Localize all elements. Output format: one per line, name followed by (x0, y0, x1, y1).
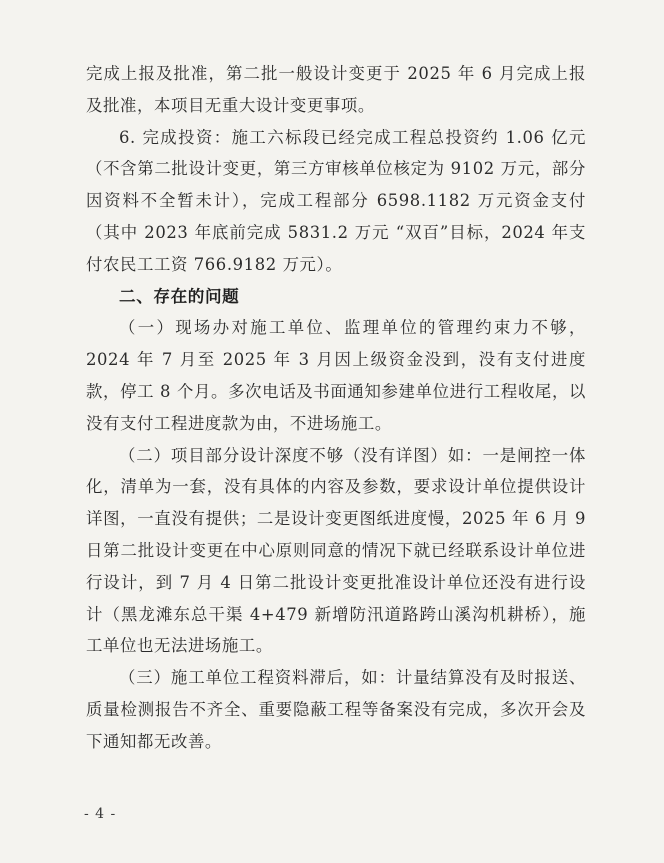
paragraph-problem-3: （三）施工单位工程资料滞后，如：计量结算没有及时报送、质量检测报告不齐全、重要隐蔽工程等备案没有完成，多次开会及下通知都无改善。 (86, 668, 586, 751)
paragraph-completed-investment: 6. 完成投资：施工六标段已经完成工程总投资约 1.06 亿元（不含第二批设计变更，第三方审核单位核定为 9102 万元，部分因资料不全暂未计），完成工程部分 6598.1182 万元资金支付（其中 2023 年底前完成 5831.2 万元 “双百”目标，2024 年支付农民工工资 766.9182 万元）。 (86, 127, 586, 274)
page-number: - 4 - (84, 806, 117, 822)
paragraph-problem-1: （一）现场办对施工单位、监理单位的管理约束力不够，2024 年 7 月至 2025 年 3 月因上级资金没到，没有支付进度款，停工 8 个月。多次电话及书面通知参建单位进行工程收尾，以没有支付工程进度款为由，不进场施工。 (86, 318, 586, 433)
paragraph-problem-2: （二）项目部分设计深度不够（没有详图）如：一是闸控一体化，清单为一套，没有具体的内容及参数，要求设计单位提供设计详图，一直没有提供；二是设计变更图纸进度慢，2025 年 6 月 9 日第二批设计变更在中心原则同意的情况下就已经联系设计单位进行设计，到 7 月 4 日第二批设计变更批准设计单位还没有进行设计（黑龙滩东总干渠 4+479 新增防汛道路跨山溪沟机耕桥），施工单位也无法进场施工。 (86, 445, 586, 656)
paragraph-design-change-approval: 完成上报及批准，第二批一般设计变更于 2025 年 6 月完成上报及批准，本项目无重大设计变更事项。 (86, 64, 586, 115)
section-heading-existing-problems: 二、存在的问题 (119, 286, 240, 306)
